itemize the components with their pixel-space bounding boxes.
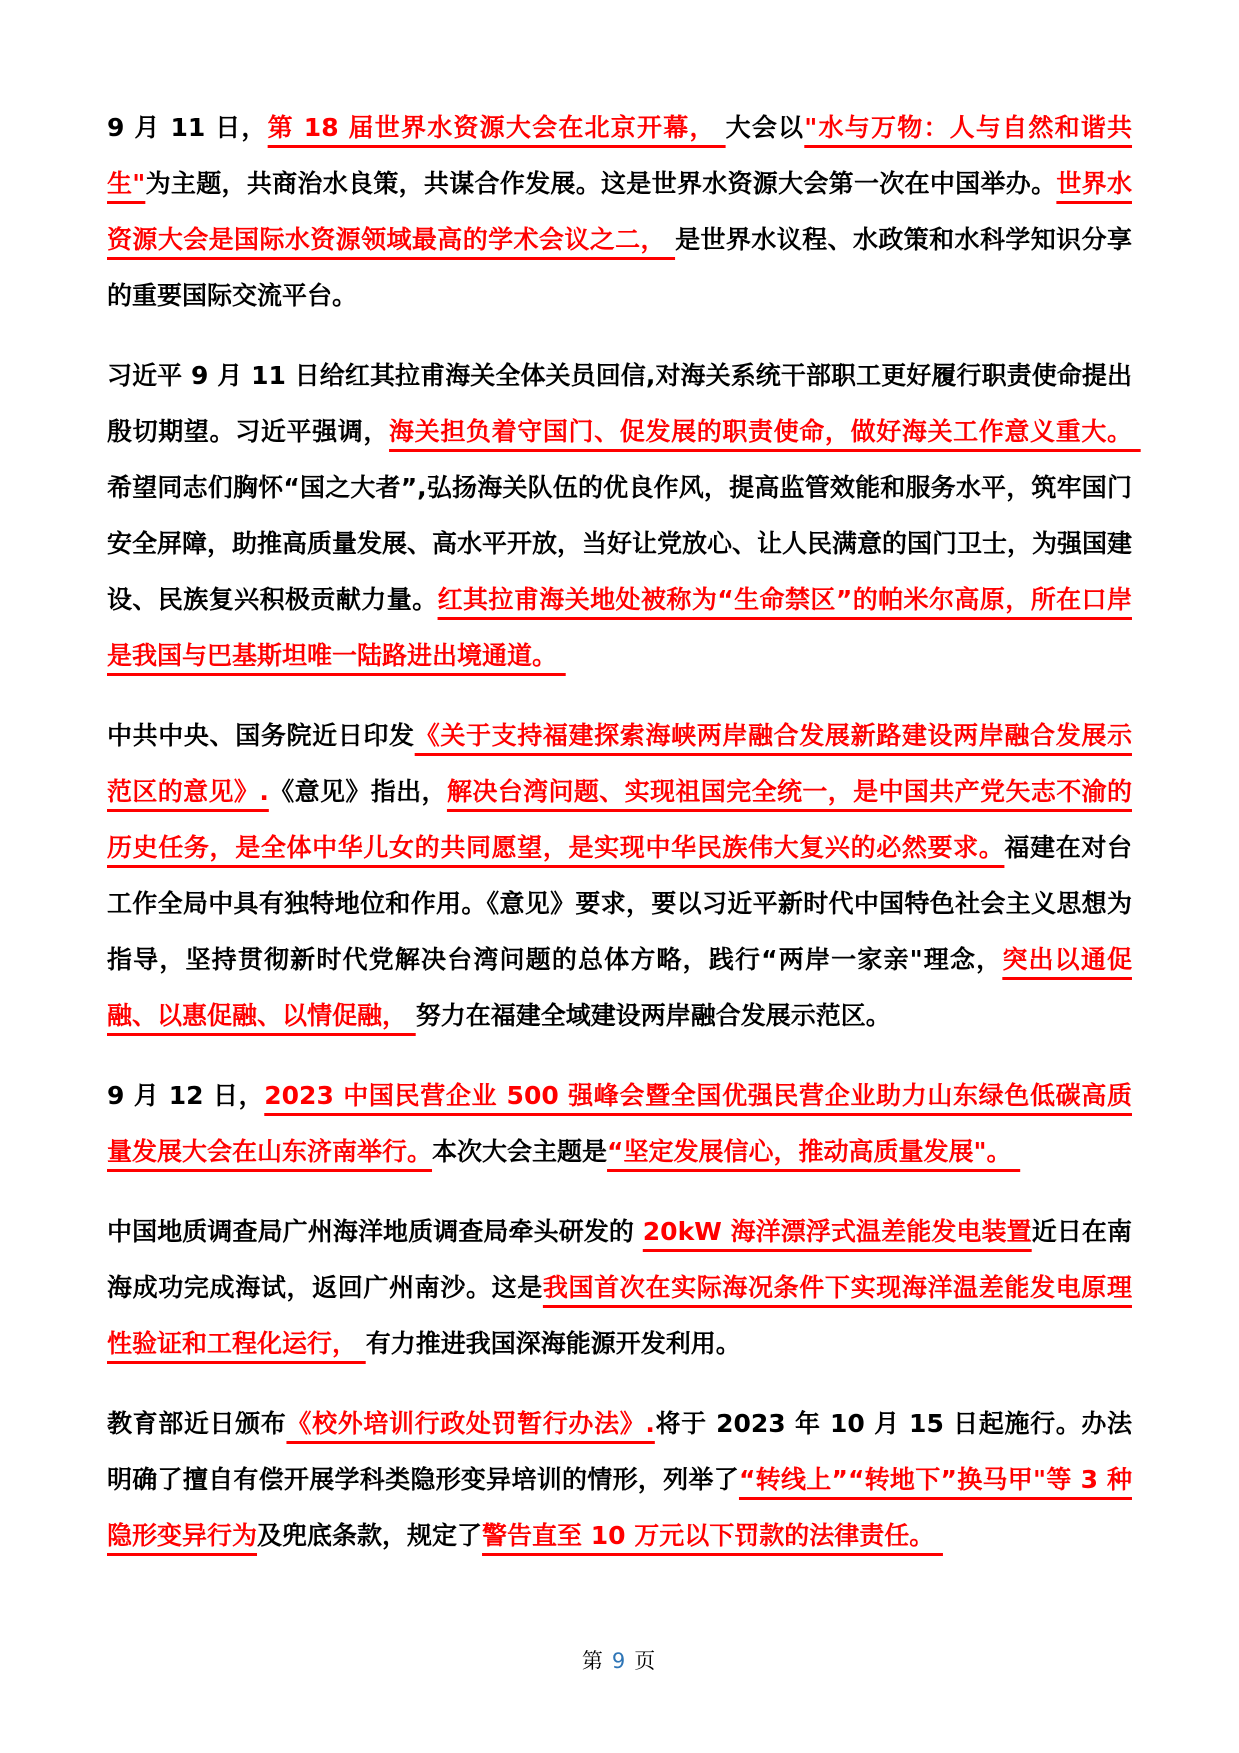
body-text: 9 月 12 日， [107,1081,265,1110]
body-text: 中共中央、国务院近日印发 [107,721,415,750]
highlighted-text: “转线上”“转地下”换马甲"等 3 种隐形变异行为 [107,1465,1132,1550]
body-text: 中国地质调查局广州海洋地质调查局牵头研发的 [107,1217,643,1246]
highlighted-text: 红其拉甫海关地处被称为“生命禁区”的帕米尔高原，所在口岸是我国与巴基斯坦唯一陆路进出境通道。 [107,585,1132,670]
body-text: 近日在南海成功完成海试，返回广州南沙。这是 [107,1217,1132,1302]
page-footer [0,1645,1239,1675]
highlighted-text: 突出以通促融、以惠促融、以情促融， [107,945,1132,1030]
highlighted-text: “坚定发展信心，推动高质量发展"。 [607,1137,1021,1166]
highlighted-text: 海关担负着守国门、促发展的职责使命，做好海关工作意义重大。 [389,417,1141,446]
paragraph [107,708,1132,1044]
footer-prefix: 第 [581,1649,605,1673]
highlighted-text: 警告直至 10 万元以下罚款的法律责任。 [482,1521,943,1550]
highlighted-text: 20kW 海洋漂浮式温差能发电装置 [642,1217,1032,1246]
paragraph [107,1396,1132,1564]
highlighted-text: 《关于支持福建探索海峡两岸融合发展新路建设两岸融合发展示范区的意见》. [107,721,1132,806]
highlighted-text: 我国首次在实际海况条件下实现海洋温差能发电原理性验证和工程化运行， [107,1273,1132,1358]
paragraph [107,1204,1132,1372]
paragraph [107,1068,1132,1180]
document-body [107,100,1141,1588]
highlighted-text: 第 18 届世界水资源大会在北京开幕， [267,113,726,142]
highlighted-text: 世界水资源大会是国际水资源领域最高的学术会议之二， [107,169,1132,254]
paragraph [107,100,1132,324]
body-text: 是世界水议程、水政策和水科学知识分享的重要国际交流平台。 [107,225,1132,310]
body-text: 习近平 9 月 11 日给红其拉甫海关全体关员回信,对海关系统干部职工更好履行职责使命提出殷切期望。习近平强调， [107,361,1132,446]
body-text: 希望同志们胸怀“国之大者”,弘扬海关队伍的优良作风，提高监管效能和服务水平，筑牢国门安全屏障，助推高质量发展、高水平开放，当好让党放心、让人民满意的国门卫士，为强国建设、民族复兴积极贡献力量。 [107,473,1133,614]
paragraph [107,348,1141,684]
page-number: 9 [611,1649,628,1673]
body-text: 有力推进我国深海能源开发利用。 [365,1329,741,1358]
body-text: 《意见》指出， [268,777,447,806]
body-text: 本次大会主题是 [432,1137,608,1166]
body-text: 将于 2023 年 10 月 15 日起施行。办法明确了擅自有偿开展学科类隐形变异培训的情形，列举了 [107,1409,1132,1494]
highlighted-text: 《校外培训行政处罚暂行办法》. [286,1409,655,1438]
body-text: 及兜底条款，规定了 [257,1521,483,1550]
footer-suffix: 页 [634,1649,658,1673]
body-text: 努力在福建全域建设两岸融合发展示范区。 [415,1001,891,1030]
body-text: 为主题，共商治水良策，共谋合作发展。这是世界水资源大会第一次在中国举办。 [145,169,1057,198]
body-text: 教育部近日颁布 [107,1409,287,1438]
body-text: 福建在对台工作全局中具有独特地位和作用。《意见》要求，要以习近平新时代中国特色社会主义思想为指导，坚持贯彻新时代党解决台湾问题的总体方略，践行“两岸一家亲"理念， [107,833,1132,974]
body-text: 大会以 [725,113,805,142]
body-text: 9 月 11 日， [107,113,268,142]
highlighted-text: 2023 中国民营企业 500 强峰会暨全国优强民营企业助力山东绿色低碳高质量发展大会在山东济南举行。 [107,1081,1132,1166]
highlighted-text: "水与万物：人与自然和谐共生" [107,113,1133,198]
highlighted-text: 解决台湾问题、实现祖国完全统一，是中国共产党矢志不渝的历史任务，是全体中华儿女的共同愿望，是实现中华民族伟大复兴的必然要求。 [107,777,1132,862]
